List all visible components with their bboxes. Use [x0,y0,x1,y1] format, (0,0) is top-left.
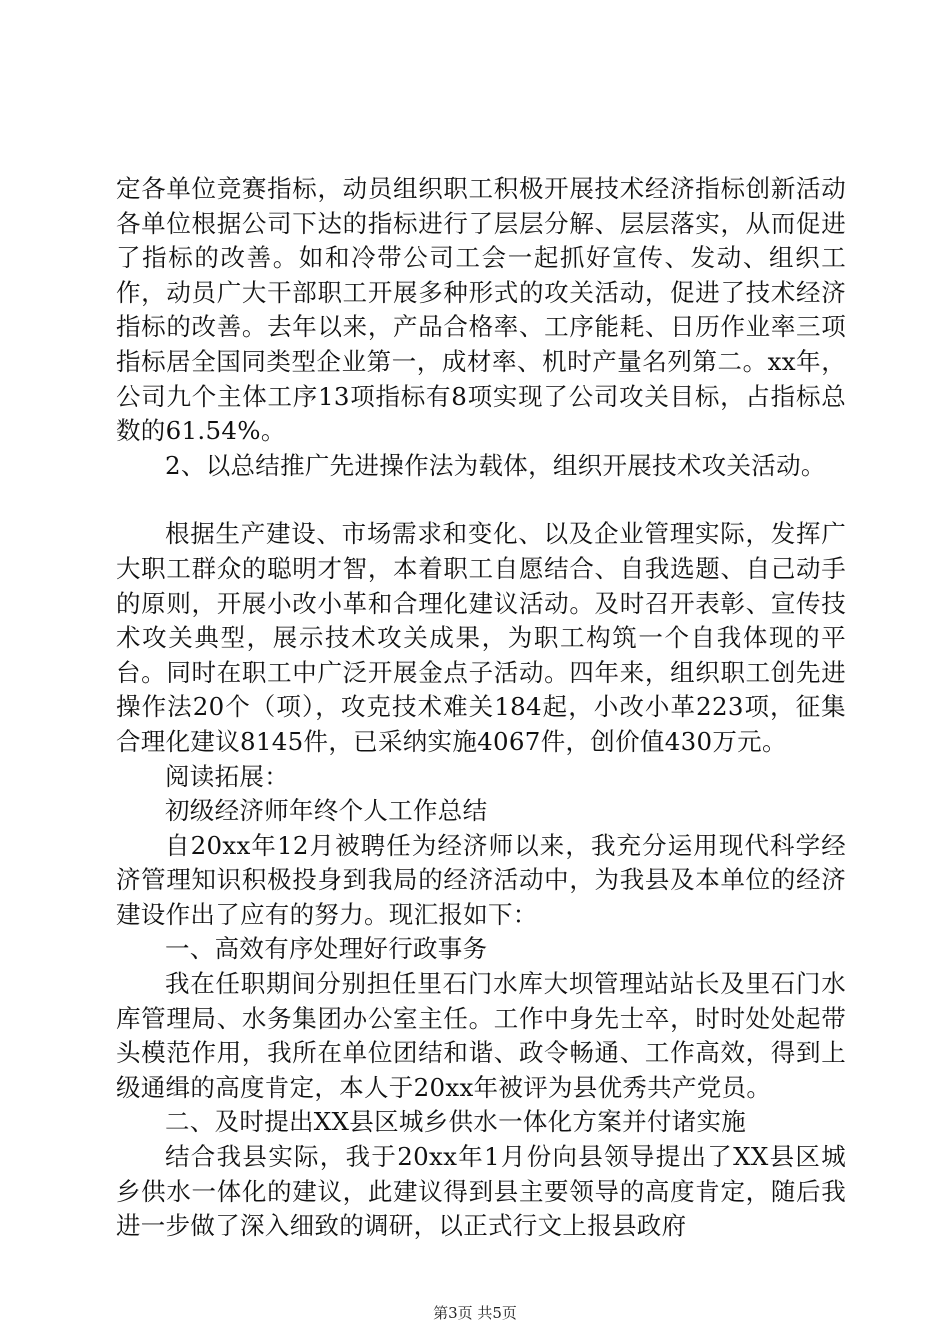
document-body [116,172,846,1244]
page-number-footer: 第3页 共5页 [433,1304,517,1322]
paragraph-section-one-heading: 一、高效有序处理好行政事务 [165,934,488,964]
paragraph-intro: 自20xx年12月被聘任为经济师以来，我充分运用现代科学经济管理知识积极投身到我局的经济活动中，为我县及本单位的经济建设作出了应有的努力。现汇报如下： [116,830,846,929]
paragraph-heading-tech-tackling: 2、以总结推广先进操作法为载体，组织开展技术攻关活动。 [165,450,826,480]
paragraph-indicator-summary: 定各单位竞赛指标，动员组织职工积极开展技术经济指标创新活动各单位根据公司下达的指标进行了层层分解、层层落实，从而促进了指标的改善。如和冷带公司工会一起抓好宣传、发动、组织工作，动员广大干部职工开展多种形式的攻关活动，促进了技术经济指标的改善。去年以来，产品合格率、工序能耗、日历作业率三项指标居全国同类型企业第一，成材率、机时产量名列第二。xx年，公司九个主体工序13项指标有8项实现了公司攻关目标，占指标总数的61.54%。 [116,174,846,446]
paragraph-section-one-body: 我在任职期间分别担任里石门水库大坝管理站站长及里石门水库管理局、水务集团办公室主任。工作中身先士卒，时时处处起带头模范作用，我所在单位团结和谐、政令畅通、工作高效，得到上级通缉的高度肯定，本人于20xx年被评为县优秀共产党员。 [116,969,846,1102]
paragraph-reading-extension: 阅读拓展： [165,761,289,791]
paragraph-section-two-heading: 二、及时提出XX县区城乡供水一体化方案并付诸实施 [165,1107,747,1137]
paragraph-article-title: 初级经济师年终个人工作总结 [165,796,488,826]
paragraph-section-two-body: 结合我县实际，我于20xx年1月份向县领导提出了XX县区城乡供水一体化的建议，此建议得到县主要领导的高度肯定，随后我进一步做了深入细致的调研，以正式行文上报县政府 [116,1142,846,1241]
paragraph-innovation-activities: 根据生产建设、市场需求和变化、以及企业管理实际，发挥广大职工群众的聪明才智，本着职工自愿结合、自我选题、自己动手的原则，开展小改小革和合理化建议活动。及时召开表彰、宣传技术攻关典型，展示技术攻关成果，为职工构筑一个自我体现的平台。同时在职工中广泛开展金点子活动。四年来，组织职工创先进操作法20个（项），攻克技术难关184起，小改小革223项，征集合理化建议8145件，已采纳实施4067件，创价值430万元。 [116,519,846,756]
